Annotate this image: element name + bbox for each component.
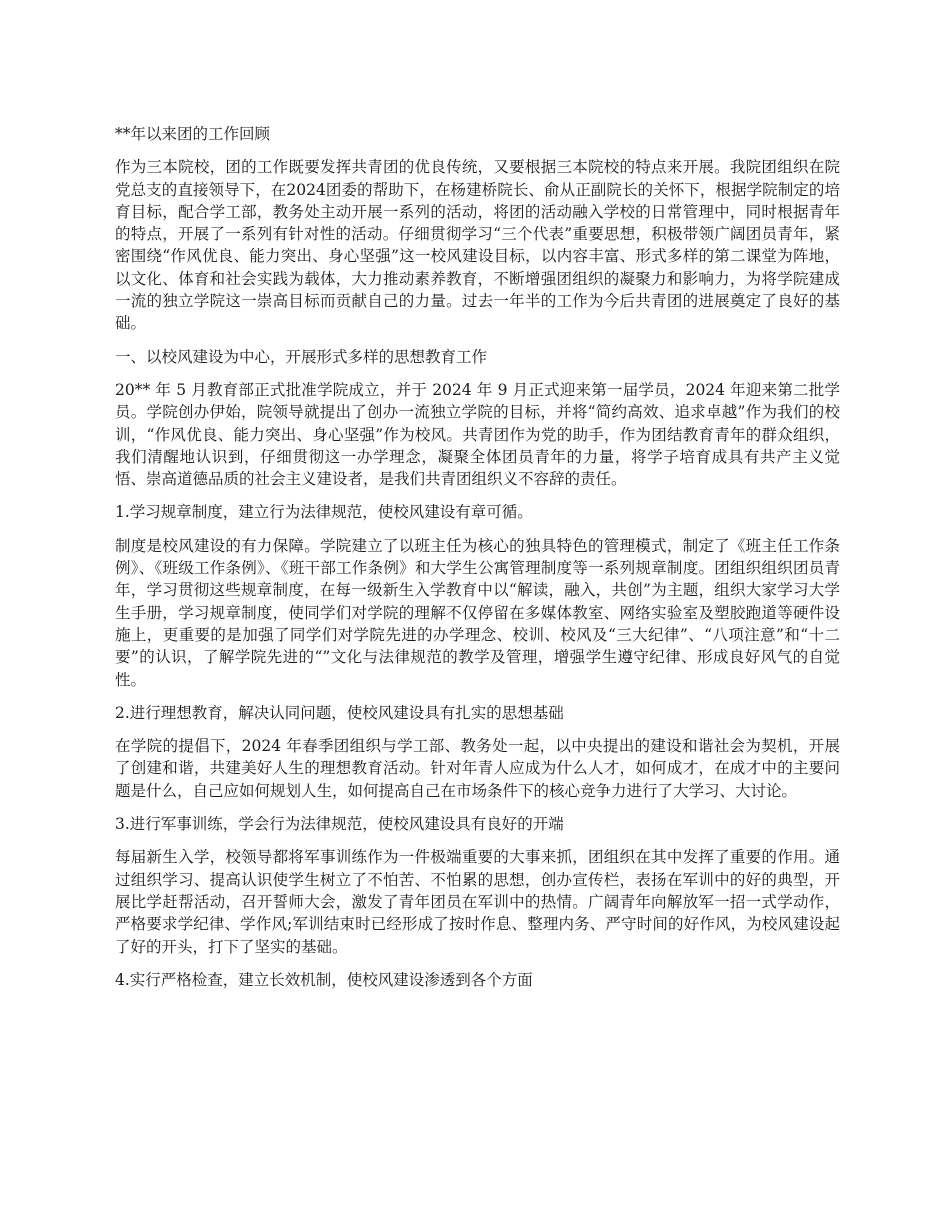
item-3-heading: 3.进行军事训练，学会行为法律规范，使校风建设具有良好的开端 [115,815,564,834]
intro-paragraph: 作为三本院校，团的工作既要发挥共青团的优良传统，又要根据三本院校的特点来开展。我院团组织在院党总支的直接领导下，在2024团委的帮助下，在杨建桥院长、俞从正副院长的关怀下，根据学院制定的培育目标，配合学工部，教务处主动开展一系列的活动，将团的活动融入学校的日常管理中，同时根据青年的特点，开展了一系列有针对性的活动。仔细贯彻学习“三个代表”重要思想，积极带领广阔团员青年，紧密围绕“作风优良、能力突出、身心坚强”这一校风建设目标，以内容丰富、形式多样的第二课堂为阵地，以文化、体育和社会实践为载体，大力推动素养教育，不断增强团组织的凝聚力和影响力，为将学院建成一流的独立学院这一崇高目标而贡献自己的力量。过去一年半的工作为今后共青团的进展奠定了良好的基础。 [115,158,840,333]
item-4-heading: 4.实行严格检查，建立长效机制，使校风建设渗透到各个方面 [115,970,533,989]
item-2-heading: 2.进行理想教育，解决认同问题，使校风建设具有扎实的思想基础 [115,703,564,722]
item-3-paragraph: 每届新生入学，校领导都将军事训练作为一件极端重要的大事来抓，团组织在其中发挥了重要的作用。通过组织学习、提高认识使学生树立了不怕苦、不怕累的思想，创办宣传栏，表扬在军训中的好的典型，开展比学赶帮活动，召开誓师大会，激发了青年团员在军训中的热情。广阔青年向解放军一招一式学动作，严格要求学纪律、学作风;军训结束时已经形成了按时作息、整理内务、严守时间的好作风，为校风建设起了好的开头，打下了坚实的基础。 [115,848,840,956]
section-1-paragraph: 20** 年 5 月教育部正式批准学院成立，并于 2024 年 9 月正式迎来第一届学员，2024 年迎来第二批学员。学院创办伊始，院领导就提出了创办一流独立学院的目标，并将“简约高效、追求卓越”作为我们的校训，“作风优良、能力突出、身心坚强”作为校风。共青团作为党的助手，作为团结教育青年的群众组织，我们清醒地认识到，仔细贯彻这一办学理念，凝聚全体团员青年的力量，将学子培育成具有共产主义觉悟、崇高道德品质的社会主义建设者，是我们共青团组织义不容辞的责任。 [115,380,840,489]
document-title: **年以来团的工作回顾 [115,125,271,143]
item-1-heading: 1.学习规章制度，建立行为法律规范，使校风建设有章可循。 [115,503,533,522]
document-page [115,123,840,1002]
section-1-heading: 一、以校风建设为中心，开展形式多样的思想教育工作 [115,347,488,366]
item-1-paragraph: 制度是校风建设的有力保障。学院建立了以班主任为核心的独具特色的管理模式，制定了《班主任工作条例》、《班级工作条例》、《班干部工作条例》和大学生公寓管理制度等一系列规章制度。团组织组织团员青年，学习贯彻这些规章制度，在每一级新生入学教育中以“解读，融入，共创”为主题，组织大家学习大学生手册，学习规章制度，使同学们对学院的理解不仅停留在多媒体教室、网络实验室及塑胶跑道等硬件设施上，更重要的是加强了同学们对学院先进的办学理念、校训、校风及“三大纪律”、“八项注意”和“十二要”的认识，了解学院先进的“”文化与法律规范的教学及管理，增强学生遵守纪律、形成良好风气的自觉性。 [115,536,840,689]
item-2-paragraph: 在学院的提倡下，2024 年春季团组织与学工部、教务处一起，以中央提出的建设和谐社会为契机，开展了创建和谐，共建美好人生的理想教育活动。针对年青人应成为什么人才，如何成才，在成才中的主要问题是什么，自己应如何规划人生，如何提高自己在市场条件下的核心竞争力进行了大学习、大讨论。 [115,737,840,800]
